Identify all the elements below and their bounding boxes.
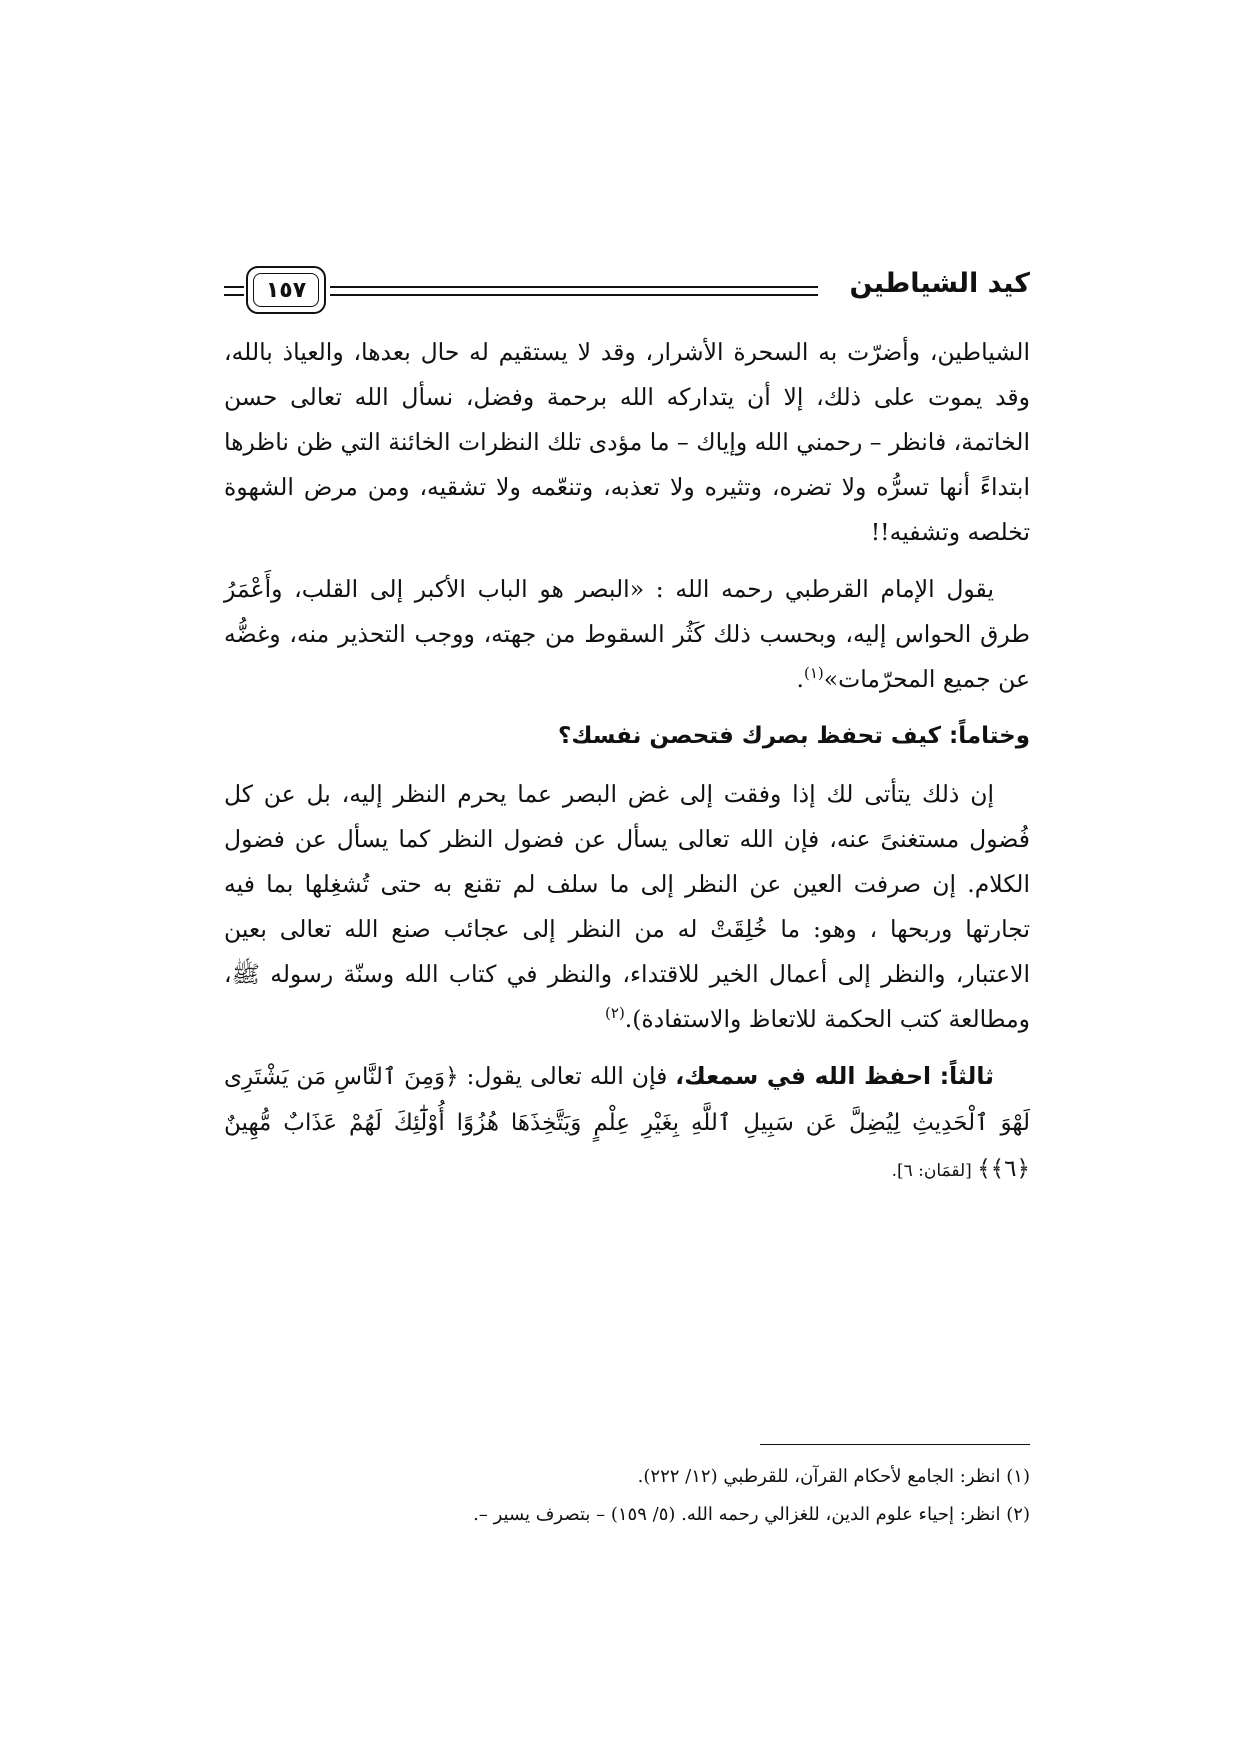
header-rule-left	[224, 286, 244, 296]
quran-verse: ﴿وَمِنَ ٱلنَّاسِ مَن يَشْتَرِى لَهْوَ ٱلْحَدِيثِ لِيُضِلَّ عَن سَبِيلِ ٱللَّهِ بِغَيْرِ عِلْمٍ وَيَتَّخِذَهَا هُزُوًا أُوْلَٰٓئِكَ لَهُمْ عَذَابٌ مُّهِينٌ ﴿٦﴾﴾	[224, 1064, 1030, 1182]
paragraph-3	[224, 772, 1030, 1042]
footnote-marker-1[interactable]: (١)	[803, 664, 824, 683]
header-rule-right	[330, 286, 818, 296]
footnote-1: (١) انظر: الجامع لأحكام القرآن، للقرطبي (١٢/ ٢٢٢).	[637, 1466, 1030, 1487]
running-header	[224, 262, 1030, 318]
paragraph-2	[224, 567, 1030, 702]
paragraph-3-text: إن ذلك يتأتى لك إذا وفقت إلى غض البصر عما يحرم النظر إليه، بل عن كل فُضول مستغنىً عنه، فإن الله تعالى يسأل عن فضول النظر كما يسأل عن فضول الكلام. إن صرفت العين عن النظر إلى ما سلف لم تقنع به حتى تُشغِلها بما فيه تجارتها وربحها ، وهو: ما خُلِقَتْ له من النظر إلى عجائب صنع الله تعالى بعين الاعتبار، والنظر إلى أعمال الخير للاقتداء، والنظر في كتاب الله وسنّة رسوله ﷺ، ومطالعة كتب الحكمة للاتعاظ والاستفادة).	[224, 780, 1030, 1033]
page-number: ١٥٧	[265, 277, 307, 303]
point-three-lead: ثالثاً: احفظ الله في سمعك،	[675, 1062, 994, 1090]
footnote-separator	[760, 1444, 1030, 1445]
page-body	[224, 330, 1030, 1206]
paragraph-4	[224, 1054, 1030, 1194]
section-heading: وختاماً: كيف تحفظ بصرك فتحصن نفسك؟	[558, 723, 1030, 749]
page-number-badge	[246, 266, 326, 314]
book-title: كيد الشياطين	[849, 268, 1030, 299]
paragraph-4-text: فإن الله تعالى يقول:	[458, 1062, 676, 1090]
footnote-2: (٢) انظر: إحياء علوم الدين، للغزالي رحمه الله. (٥/ ١٥٩) – بتصرف يسير –.	[473, 1504, 1030, 1525]
footnote-marker-2[interactable]: (٢)	[605, 1004, 625, 1023]
paragraph-1: الشياطين، وأضرّت به السحرة الأشرار، وقد لا يستقيم له حال بعدها، والعياذ بالله، وقد يموت على ذلك، إلا أن يتداركه الله برحمة وفضل، نسأل الله تعالى حسن الخاتمة، فانظر – رحمني الله وإياك – ما مؤدى تلك النظرات الخائنة التي ظن ناظرها ابتداءً أنها تسرُّه ولا تضره، وتثيره ولا تعذبه، وتنعّمه ولا تشقيه، ومن مرض الشهوة تخلصه وتشفيه!!	[223, 338, 1030, 546]
footnotes	[224, 1458, 1030, 1534]
paragraph-2-end: .	[796, 665, 804, 693]
verse-reference: [لقمَان: ٦].	[891, 1161, 978, 1181]
paragraph-2-text: يقول الإمام القرطبي رحمه الله : «البصر هو الباب الأكبر إلى القلب، وأَعْمَرُ طرق الحواس إليه، وبحسب ذلك كَثُر السقوط من جهته، ووجب التحذير منه، وغضُّه عن جميع المحرّمات»	[224, 575, 1030, 693]
